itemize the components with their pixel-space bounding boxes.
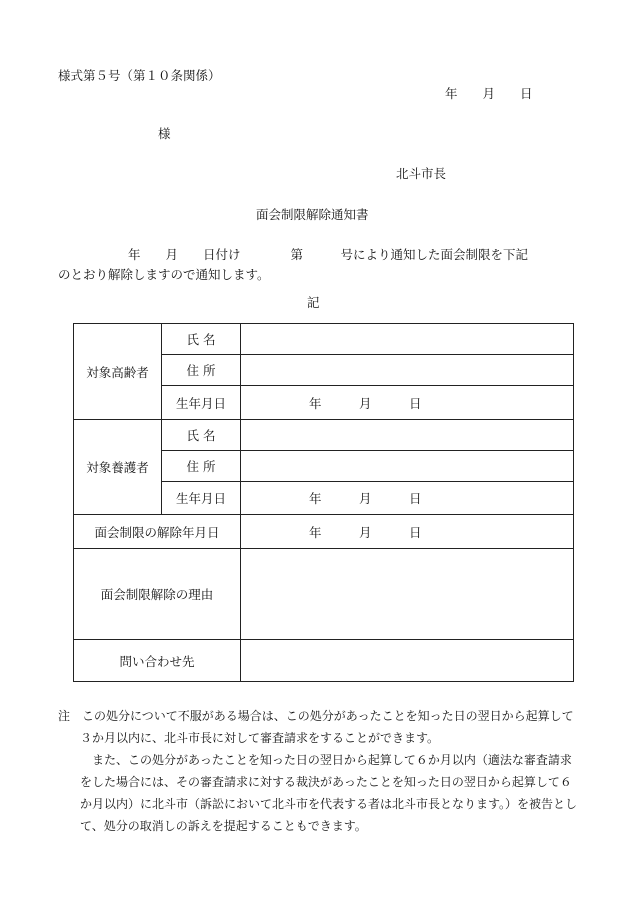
contact-field[interactable]	[241, 640, 574, 682]
issuer-name: 北斗市長	[396, 166, 447, 181]
appeal-note-paragraph-1: 注 この処分について不服がある場合は、この処分があったことを知った日の翌日から起算して３か月以内に、北斗市長に対して審査請求をすることができます。	[58, 709, 574, 745]
document-title: 面会制限解除通知書	[256, 207, 369, 222]
contact-label: 問い合わせ先	[74, 640, 241, 682]
caregiver-address-field[interactable]	[241, 451, 574, 482]
table-row	[74, 549, 574, 640]
table-row	[74, 640, 574, 682]
elder-group-label: 対象高齢者	[74, 324, 162, 420]
ki-marker: 記	[307, 295, 320, 310]
issue-date-line: 年 月 日	[445, 86, 533, 101]
release-date-placeholder: 年 月 日	[309, 524, 422, 540]
body-line-1: 年 月 日付け 第 号により通知した面会制限を下記	[128, 247, 529, 262]
elder-address-label: 住 所	[162, 355, 241, 386]
appeal-note-paragraph-2: また、この処分があったことを知った日の翌日から起算して６か月以内（適法な審査請求をした場合には、その審査請求に対する裁決があったことを知った日の翌日から起算して６か月以内）に北斗市（訴訟において北斗市を代表する者は北斗市長となります。）を被告として、処分の取消しの訴えを提起することもできます。	[80, 753, 578, 833]
elder-name-label: 氏 名	[162, 324, 241, 355]
elder-birthdate-label: 生年月日	[162, 386, 241, 420]
addressee-suffix: 様	[158, 126, 171, 141]
caregiver-group-label: 対象養護者	[74, 420, 162, 515]
elder-name-field[interactable]	[241, 324, 574, 355]
caregiver-birthdate-field[interactable]	[241, 482, 574, 515]
appeal-note	[58, 705, 578, 837]
release-date-field[interactable]	[241, 515, 574, 549]
body-line-2: のとおり解除しますので通知します。	[58, 267, 270, 282]
elder-address-field[interactable]	[241, 355, 574, 386]
caregiver-birthdate-placeholder: 年 月 日	[309, 491, 422, 506]
caregiver-birthdate-label: 生年月日	[162, 482, 241, 515]
caregiver-name-label: 氏 名	[162, 420, 241, 451]
release-reason-field[interactable]	[241, 549, 574, 640]
table-row	[74, 420, 574, 451]
notice-table	[73, 323, 574, 682]
elder-birthdate-placeholder: 年 月 日	[309, 395, 422, 411]
release-date-label: 面会制限の解除年月日	[74, 515, 241, 549]
caregiver-address-label: 住 所	[162, 451, 241, 482]
form-number: 様式第５号（第１０条関係）	[58, 68, 221, 83]
table-row	[74, 515, 574, 549]
elder-birthdate-field[interactable]	[241, 386, 574, 420]
release-reason-label: 面会制限解除の理由	[74, 549, 241, 640]
caregiver-name-field[interactable]	[241, 420, 574, 451]
table-row	[74, 324, 574, 355]
